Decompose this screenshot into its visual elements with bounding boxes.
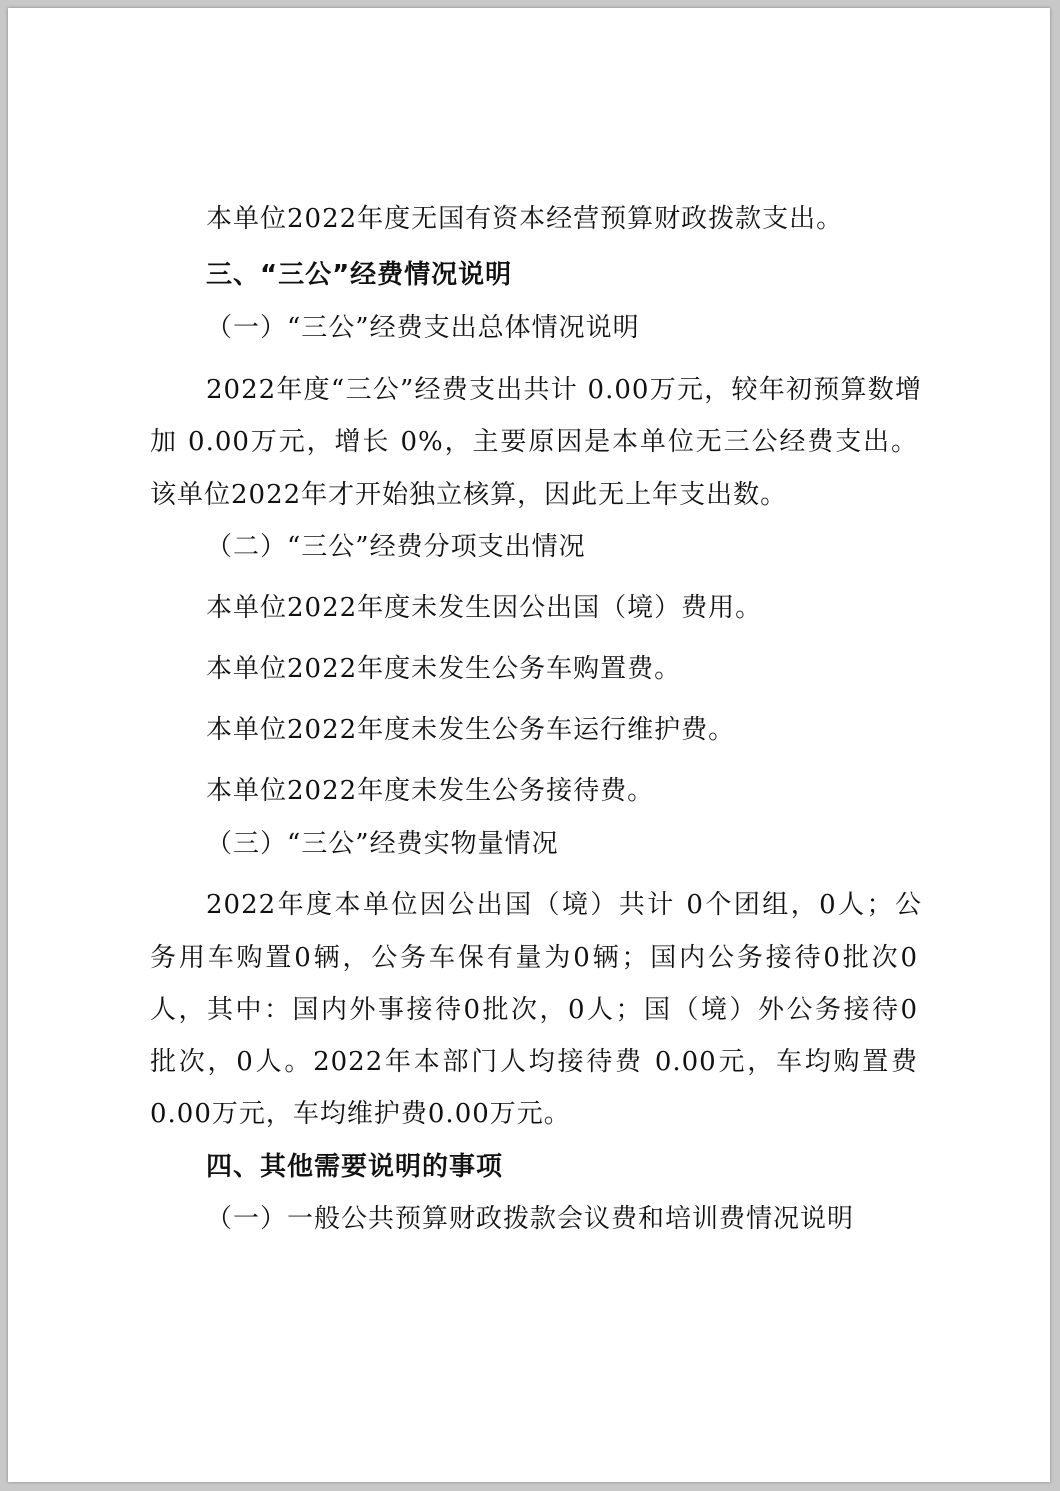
paragraph-line: 加 0.00万元，增长 0%，主要原因是本单位无三公经费支出。 xyxy=(150,427,918,457)
paragraph-line: 务用车购置0辆，公务车保有量为0辆；国内公务接待0批次0 xyxy=(150,943,918,973)
section-heading-four: 四、其他需要说明的事项 xyxy=(206,1152,504,1182)
paragraph-line: 该单位2022年才开始独立核算，因此无上年支出数。 xyxy=(150,480,788,510)
subsection-heading-overall: （一）“三公”经费支出总体情况说明 xyxy=(206,313,640,343)
paragraph-line-state-capital-budget: 本单位2022年度无国有资本经营预算财政拨款支出。 xyxy=(206,204,844,234)
document-page xyxy=(8,8,1050,1482)
paragraph-line: 本单位2022年度未发生公务车运行维护费。 xyxy=(206,715,736,745)
subsection-heading-physical: （三）“三公”经费实物量情况 xyxy=(206,829,559,859)
paragraph-line: 本单位2022年度未发生公务接待费。 xyxy=(206,776,655,806)
paragraph-line: 本单位2022年度未发生因公出国（境）费用。 xyxy=(206,593,763,623)
section-heading-three: 三、“三公”经费情况说明 xyxy=(206,260,513,290)
paragraph-line: 0.00万元，车均维护费0.00万元。 xyxy=(150,1099,571,1129)
paragraph-line: 本单位2022年度未发生公务车购置费。 xyxy=(206,654,682,684)
subsection-heading-itemized: （二）“三公”经费分项支出情况 xyxy=(206,532,586,562)
paragraph-line: 2022年度本单位因公出国（境）共计 0个团组，0人；公 xyxy=(206,890,922,920)
paragraph-line: 批次，0人。2022年本部门人均接待费 0.00元，车均购置费 xyxy=(150,1047,918,1077)
subsection-heading-meeting-training: （一）一般公共预算财政拨款会议费和培训费情况说明 xyxy=(206,1204,855,1234)
paragraph-line: 人，其中：国内外事接待0批次，0人；国（境）外公务接待0 xyxy=(150,995,918,1025)
paragraph-line: 2022年度“三公”经费支出共计 0.00万元，较年初预算数增 xyxy=(206,375,922,405)
